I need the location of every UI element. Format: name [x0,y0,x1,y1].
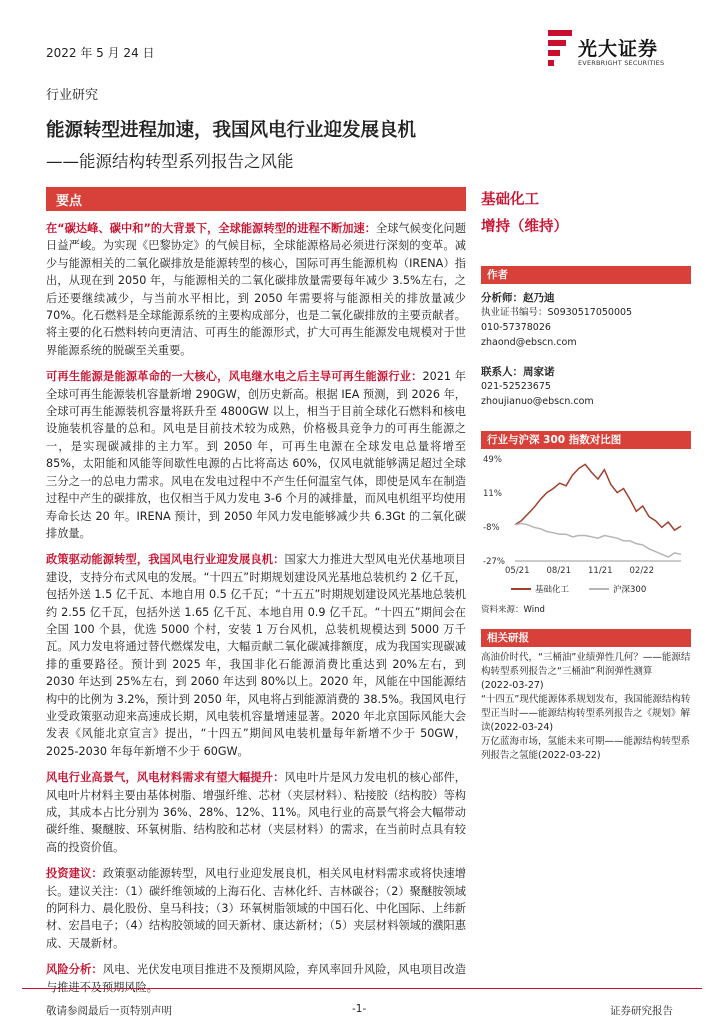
paragraph-text: 政策驱动能源转型，风电行业迎发展良机，相关风电材料需求或将快速增长。建议关注：（1）碳纤维领域的上海石化、吉林化纤、吉林碳谷；（2）聚醚胺领域的阿科力、晨化股份、皇马科技；（3）环氧树脂领域的中国石化、中化国际、上纬新材、宏昌电子；（4）结构胶领域的回天新材、康达新材；（5）夹层材料领域的濮阳惠成、天晟新材。 [46,867,466,950]
chart-source: 资料来源：Wind [481,605,545,615]
paragraph-lead: 政策驱动能源转型，我国风电行业迎发展良机： [46,553,285,567]
legend-label-index: 沪深300 [613,585,647,595]
logo-mark-icon [548,30,572,66]
analyst-cert: 执业证书编号：S0930517050005 [481,307,633,318]
related-report[interactable] [481,735,691,763]
related-report-title[interactable]: “十四五”现代能源体系规划发布，我国能源结构转型正当时——能源结构转型系列报告之《规划》解读 [481,694,691,733]
footer-disclaimer[interactable]: 敬请参阅最后一页特别声明 [46,1005,172,1017]
series-line-industry [515,464,681,530]
paragraph [46,220,466,359]
paragraph-lead: 在“碳达峰、碳中和”的大背景下，全球能源转型的进程不断加速： [46,222,376,235]
analyst-email[interactable]: zhaond@ebscn.com [481,337,577,348]
paragraph-text: 风电叶片是风力发电机的核心部件，风电叶片材料主要由基体树脂、增强纤维、芯材（夹层材料）、粘接胶（结构胶）等构成，其成本占比分别为 36%、28%、12%、11%。风电行业的高景气将会大幅带动碳纤维、聚醚胺、环氧树脂、结构胶和芯材（夹层材料）的需求，在当前时点具有较高的投资价值。 [46,771,466,854]
analyst-block [481,290,691,350]
page-title: 能源转型进程加速，我国风电行业迎发展良机 [46,120,417,141]
paragraph [46,769,466,856]
page-number: -1- [352,1003,367,1015]
paragraph [46,961,466,996]
y-tick-label: 49% [483,455,502,465]
related-report[interactable] [481,651,691,693]
rating: 增持（维持） [481,219,568,235]
legend-swatch-index [589,588,609,590]
index-comparison-chart [481,453,691,581]
x-tick-label: 08/21 [546,566,571,576]
summary-body [46,220,466,1005]
x-tick-label: 02/22 [629,566,654,576]
y-tick-label: -27% [483,557,505,567]
related-report-title[interactable]: 高油价时代，“三桶油”业绩弹性几何？——能源结构转型系列报告之“三桶油”利润弹性测算 [481,652,691,677]
related-report-title[interactable]: 万亿蓝海市场，氢能未来可期——能源结构转型系列报告之氢能 [481,736,691,761]
related-report-date: (2022-03-22) [538,750,601,761]
paragraph-lead: 可再生能源是能源革命的一大核心，风电继水电之后主导可再生能源行业： [46,370,423,384]
related-report-date: (2022-03-24) [490,722,554,733]
related-list [481,651,691,763]
logo-english-name: EVERBRIGHT SECURITIES [578,59,665,67]
contact-line [481,364,691,379]
analyst-line [481,290,691,305]
x-tick-label: 05/21 [505,566,530,576]
analyst-name: 赵乃迪 [523,292,555,304]
company-logo [548,30,688,74]
y-tick-label: 11% [483,489,502,499]
contact-email[interactable]: zhoujianuo@ebscn.com [481,396,594,407]
related-report[interactable] [481,693,691,735]
industry-name: 基础化工 [481,192,539,208]
legend-swatch-industry [511,588,531,590]
related-heading: 相关研报 [481,629,691,647]
legend-label-industry: 基础化工 [535,585,570,595]
analyst-phone: 010-57378026 [481,322,551,333]
author-heading: 作者 [481,266,691,284]
paragraph-lead: 投资建议： [46,867,103,881]
x-tick-label: 11/21 [588,566,613,576]
paragraph-lead: 风险分析： [46,963,103,977]
summary-label: 要点 [56,194,83,209]
contact-title: 联系人： [481,366,523,378]
report-date: 2022 年 5 月 24 日 [46,46,155,60]
chart-heading: 行业与沪深 300 指数对比图 [481,431,691,449]
chart-legend [481,583,691,595]
report-category: 行业研究 [46,88,99,103]
paragraph [46,368,466,542]
paragraph-text: 国家大力推进大型风电光伏基地项目建设，支持分布式风电的发展。“十四五”时期规划建设风光基地总装机约 2 亿千瓦，包括外送 1.5 亿千瓦、本地自用 0.5 亿千瓦；“十五五”时期规划建设风光基地总装机约 2.55 亿千瓦，包括外送 1.65 亿千瓦、本地自用 0.9 亿千瓦。“十四五”期间会在全国 100 个县，优选 5000 个村，安装 1 万台风机，总装机规模达到 5000 万千瓦。风力发电将通过替代燃煤发电，大幅贡献二氧化碳减排额度，成为我国实现碳减排的重要路径。预计到 2025 年，我国非化石能源消费比重达到 20%左右，到 2030 年达到 25%左右，到 2060 年达到 80%以上。2020 年，风能在中国能源结构中的比例为 3.2%，预计到 2050 年，风电将占到能源消费的 38.5%。我国风电行业受政策驱动迎来高速成长期，风电装机容量增速显著。2020 年北京国际风能大会发表《风能北京宣言》提出，“十四五”期间风电装机量每年新增不少于 50GW，2025-2030 年每年新增不少于 60GW。 [46,553,466,758]
contact-name: 周家诺 [523,366,555,378]
analyst-title: 分析师： [481,292,523,304]
paragraph [46,551,466,760]
sidebar [481,188,691,763]
paragraph-text: 2021 年全球可再生能源装机容量新增 290GW，创历史新高。根据 IEA 预测，到 2026 年，全球可再生能源装机容量将跃升至 4800GW 以上，相当于目前全球化石燃料和核电设施装机容量的总和。风电是目前技术较为成熟，价格极具竞争力的可再生能源之一，是实现碳减排的主力军。到 2050 年，可再生电源在全球发电总量将增至 85%，太阳能和风能等间歇性电源的占比将高达 60%，仅风电就能够满足超过全球三分之一的总电力需求。风电在发电过程中不产生任何温室气体，即使是风车在制造过程中产生的碳排放，也仅相当于风力发电 3-6 个月的减排量，而风电机组平均使用寿命长达 20 年。IRENA 预计，到 2050 年风力发电能够减少共 6.3Gt 的二氧化碳排放量。 [46,370,466,540]
logo-name: 光大证券 [578,38,659,60]
paragraph-text: 风电、光伏发电项目推进不及预期风险，弃风率回升风险，风电项目改造 [102,963,466,977]
footer-divider [22,988,702,989]
page-subtitle: ——能源结构转型系列报告之风能 [46,152,294,171]
paragraph-lead: 风电行业高景气，风电材料需求有望大幅提升： [46,771,285,785]
footer-report-type: 证券研究报告 [610,1005,673,1017]
related-report-date: (2022-03-27) [481,680,544,691]
paragraph [46,865,466,952]
summary-heading [46,187,466,211]
contact-block [481,364,691,409]
paragraph-text: 全球气候变化问题日益严峻。为实现《巴黎协定》的气候目标，全球能源格局必须进行深刻的变革。减少与能源相关的二氧化碳排放是能源转型的核心，国际可再生能源机构（IRENA）指出，从现在到 2050 年，与能源相关的二氧化碳排放量需要每年减少 3.5%左右，之后还要继续减少，与当前水平相比，到 2050 年需要将与能源相关的排放量减少 70%。化石燃料是全球能源系统的主要构成部分，也是二氧化碳排放的主要贡献者。将主要的化石燃料转向更清洁、可再生的能源形式，扩大可再生能源发电规模对于世界能源系统的脱碳至关重要。 [46,222,466,357]
y-tick-label: -8% [483,523,500,533]
series-line-index [515,523,681,557]
contact-phone: 021-52523675 [481,381,551,392]
